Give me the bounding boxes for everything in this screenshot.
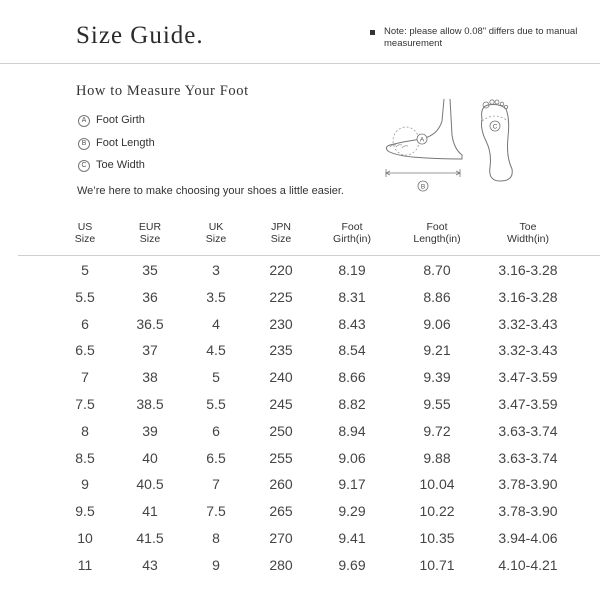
table-cell: 5.5: [75, 288, 95, 305]
table-cell: 3.78-3.90: [498, 503, 558, 520]
table-cell: 3.32-3.43: [498, 315, 558, 332]
table-cell: 9.69: [338, 556, 366, 573]
table-cell: 3.47-3.59: [498, 396, 558, 412]
table-cell: 8.70: [423, 262, 451, 278]
table-cell: 7.5: [75, 396, 95, 412]
foot-side-view-icon: [386, 99, 462, 159]
table-cell: 41.5: [136, 530, 164, 546]
legend-item-foot-girth: [78, 114, 145, 127]
table-cell: 9.17: [338, 476, 366, 493]
legend-label: Toe Width: [96, 159, 145, 171]
table-cell: 43: [142, 556, 158, 573]
table-cell: 3.16-3.28: [498, 262, 558, 278]
table-cell: 3.5: [206, 288, 226, 305]
table-cell: 9.41: [338, 530, 366, 546]
table-cell: 5.5: [206, 396, 226, 412]
table-row: [0, 423, 600, 449]
table-cell: 8: [212, 530, 220, 546]
column-header-toe-width: Toe Width(in): [506, 221, 550, 245]
table-row: [0, 289, 600, 315]
table-row: [0, 342, 600, 368]
table-cell: 230: [269, 315, 293, 332]
measure-section-title: How to Measure Your Foot: [76, 83, 249, 99]
table-cell: 9.29: [338, 503, 366, 520]
table-cell: 8.94: [338, 422, 366, 439]
table-cell: 10.71: [419, 556, 455, 573]
column-header-uk-size: UK Size: [205, 221, 227, 245]
table-cell: 7.5: [206, 503, 226, 520]
table-cell: 260: [269, 476, 293, 493]
svg-text:C: C: [492, 123, 498, 131]
column-header-eur-size: EUR Size: [138, 221, 162, 245]
marker-a-icon: A: [78, 115, 90, 127]
table-cell: 3.63-3.74: [498, 449, 558, 466]
table-cell: 4.10-4.21: [498, 556, 558, 573]
table-cell: 265: [269, 503, 293, 520]
table-cell: 8.19: [338, 262, 366, 278]
table-cell: 41: [142, 503, 158, 520]
column-header-jpn-size: JPN Size: [270, 221, 292, 245]
table-cell: 3.78-3.90: [498, 476, 558, 493]
table-cell: 10.22: [419, 503, 455, 520]
table-cell: 250: [269, 422, 293, 439]
table-cell: 235: [269, 342, 293, 359]
table-row: [0, 262, 600, 288]
table-cell: 8.86: [423, 288, 451, 305]
table-cell: 245: [269, 396, 293, 412]
table-cell: 3.63-3.74: [498, 422, 558, 439]
table-cell: 225: [269, 288, 293, 305]
table-cell: 9.06: [423, 315, 451, 332]
table-cell: 8.66: [338, 369, 366, 386]
table-cell: 9.55: [423, 396, 451, 412]
table-cell: 9: [81, 476, 89, 493]
table-cell: 38.5: [136, 396, 164, 412]
table-cell: 3.47-3.59: [498, 369, 558, 386]
table-cell: 36: [142, 288, 158, 305]
table-row: [0, 316, 600, 342]
svg-text:B: B: [420, 183, 426, 191]
table-cell: 8.82: [338, 396, 366, 412]
header-divider: [0, 63, 600, 64]
measurement-note: [384, 26, 584, 50]
table-cell: 5: [212, 369, 220, 386]
page-title: Size Guide.: [76, 22, 204, 49]
table-cell: 9.88: [423, 449, 451, 466]
table-cell: 9.06: [338, 449, 366, 466]
table-cell: 36.5: [136, 315, 164, 332]
table-cell: 11: [77, 556, 93, 573]
table-cell: 9: [212, 556, 220, 573]
table-row: [0, 557, 600, 583]
table-cell: 37: [142, 342, 158, 359]
marker-c-icon: C: [78, 160, 90, 172]
table-cell: 38: [142, 369, 158, 386]
legend-item-foot-length: [78, 137, 155, 150]
table-row: [0, 396, 600, 422]
table-cell: 240: [269, 369, 293, 386]
table-cell: 7: [212, 476, 220, 493]
table-cell: 6.5: [206, 449, 226, 466]
svg-text:A: A: [419, 136, 425, 144]
table-cell: 9.39: [423, 369, 451, 386]
legend-item-toe-width: [78, 159, 145, 172]
legend-label: Foot Girth: [96, 114, 145, 126]
table-header-divider: [18, 255, 600, 256]
table-row: [0, 369, 600, 395]
intro-text: We’re here to make choosing your shoes a little easier.: [77, 185, 344, 197]
table-cell: 220: [269, 262, 293, 278]
table-cell: 255: [269, 449, 293, 466]
table-cell: 39: [142, 422, 158, 439]
table-cell: 8: [81, 422, 89, 439]
table-cell: 10.35: [419, 530, 455, 546]
column-header-us-size: US Size: [74, 221, 96, 245]
table-cell: 10.04: [419, 476, 455, 493]
table-row: [0, 503, 600, 529]
column-header-foot-length: Foot Length(in): [413, 221, 461, 245]
legend-label: Foot Length: [96, 137, 155, 149]
note-bullet-icon: [370, 30, 375, 35]
table-cell: 3.16-3.28: [498, 288, 558, 305]
table-cell: 3.94-4.06: [498, 530, 558, 546]
table-cell: 3: [212, 262, 220, 278]
table-cell: 4: [212, 315, 220, 332]
table-cell: 9.5: [75, 503, 95, 520]
table-row: [0, 476, 600, 502]
table-row: [0, 530, 600, 556]
table-cell: 7: [81, 369, 89, 386]
note-text: Note: please allow 0.08" differs due to manual measurement: [384, 26, 578, 49]
table-cell: 40.5: [136, 476, 164, 493]
table-cell: 6: [212, 422, 220, 439]
table-cell: 280: [269, 556, 293, 573]
table-cell: 3.32-3.43: [498, 342, 558, 359]
table-cell: 5: [81, 262, 89, 278]
table-cell: 6: [81, 315, 89, 332]
toe-width-arc: [482, 116, 508, 121]
table-cell: 4.5: [206, 342, 226, 359]
table-cell: 10: [77, 530, 93, 546]
table-cell: 9.72: [423, 422, 451, 439]
table-cell: 8.5: [75, 449, 95, 466]
table-cell: 8.31: [338, 288, 366, 305]
table-cell: 40: [142, 449, 158, 466]
table-cell: 9.21: [423, 342, 451, 359]
table-row: [0, 450, 600, 476]
column-header-foot-girth: Foot Girth(in): [333, 221, 371, 245]
table-cell: 8.43: [338, 315, 366, 332]
table-cell: 35: [142, 262, 158, 278]
table-cell: 270: [269, 530, 293, 546]
marker-b-icon: B: [78, 138, 90, 150]
foot-diagram: [376, 97, 536, 197]
table-cell: 6.5: [75, 342, 95, 359]
table-cell: 8.54: [338, 342, 366, 359]
